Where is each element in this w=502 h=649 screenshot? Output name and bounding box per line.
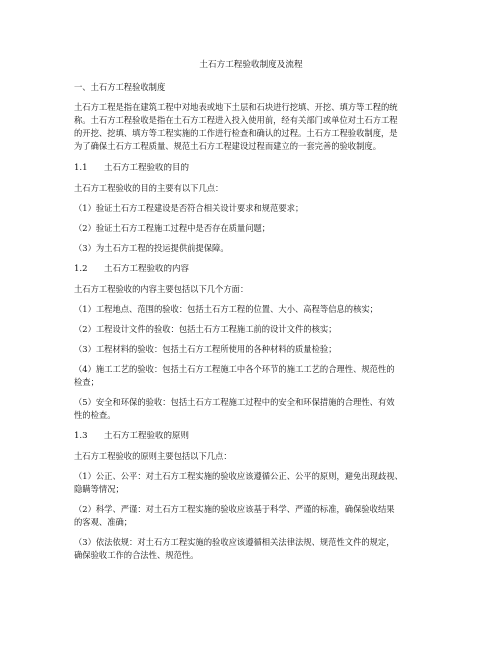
list-item: （5）安全和环保的验收：包括土石方工程施工过程中的安全和环保措施的合理性、有效 bbox=[74, 397, 395, 407]
list-item: （1）验证土石方工程建设是否符合相关设计要求和规范要求； bbox=[74, 203, 304, 213]
section-heading: 一、土石方工程验收制度 bbox=[74, 82, 166, 92]
subsection-title: 土石方工程验收的原则 bbox=[104, 431, 190, 441]
list-item: （2）工程设计文件的验收：包括土石方工程施工前的设计文件的核实； bbox=[74, 324, 337, 334]
subsection-heading-1-1 bbox=[74, 163, 442, 174]
document-title: 土石方工程验收制度及流程 bbox=[199, 60, 303, 70]
subsection-heading-1-2 bbox=[74, 264, 442, 275]
list-item-continuation: 性的检查。 bbox=[74, 410, 116, 420]
list-item-continuation: 检查； bbox=[74, 377, 99, 387]
subsection-heading-1-3 bbox=[74, 431, 442, 442]
intro-line-3: 的开挖、挖填、填方等工程实施的工作进行检查和确认的过程。土石方工程验收制度，是 bbox=[74, 128, 398, 138]
list-item: （1）工程地点、范围的验收：包括土石方工程的位置、大小、高程等信息的核实； bbox=[74, 304, 378, 314]
list-item: （2）科学、严谨：对土石方工程实施的验收应该基于科学、严谨的标准，确保验收结果 bbox=[74, 504, 395, 514]
intro-line-4: 为了确保土石方工程质量、规范土石方工程建设过程而建立的一套完善的验收制度。 bbox=[74, 141, 381, 151]
subsection-title: 土石方工程验收的内容 bbox=[104, 264, 190, 274]
list-item: （4）施工工艺的验收：包括土石方工程施工中各个环节的施工工艺的合理性、规范性的 bbox=[74, 364, 395, 374]
subsection-number: 1.2 bbox=[74, 264, 88, 274]
list-item: （3）依法依规：对土石方工程实施的验收应该遵循相关法律法规、规范性文件的规定， bbox=[74, 537, 395, 547]
subsection-number: 1.3 bbox=[74, 431, 88, 441]
list-item-continuation: 的客观、准确； bbox=[74, 517, 133, 527]
paragraph-lead: 土石方工程验收的目的主要有以下几点： bbox=[74, 183, 224, 193]
subsection-number: 1.1 bbox=[74, 163, 88, 173]
list-item-continuation: 确保验收工作的合法性、规范性。 bbox=[74, 550, 199, 560]
list-item-continuation: 隐瞒等情况； bbox=[74, 484, 124, 494]
list-item: （1）公正、公平：对土石方工程实施的验收应该遵循公正、公平的原则，避免出现歧视、 bbox=[74, 471, 403, 481]
paragraph-lead: 土石方工程验收的内容主要包括以下几个方面： bbox=[74, 284, 249, 294]
list-item: （3）为土石方工程的投运提供前提保障。 bbox=[74, 243, 229, 253]
list-item: （2）验证土石方工程施工过程中是否存在质量问题； bbox=[74, 223, 271, 233]
intro-line-1: 土石方工程是指在建筑工程中对地表或地下土层和石块进行挖填、开挖、填方等工程的统 bbox=[74, 102, 398, 112]
intro-line-2: 称。土石方工程验收是指在土石方工程进入投入使用前，经有关部门或单位对土石方工程 bbox=[74, 115, 398, 125]
paragraph-lead: 土石方工程验收的原则主要包括以下几点： bbox=[74, 451, 232, 461]
subsection-title: 土石方工程验收的目的 bbox=[104, 163, 190, 173]
list-item: （3）工程材料的验收：包括土石方工程所使用的各种材料的质量检验； bbox=[74, 344, 337, 354]
